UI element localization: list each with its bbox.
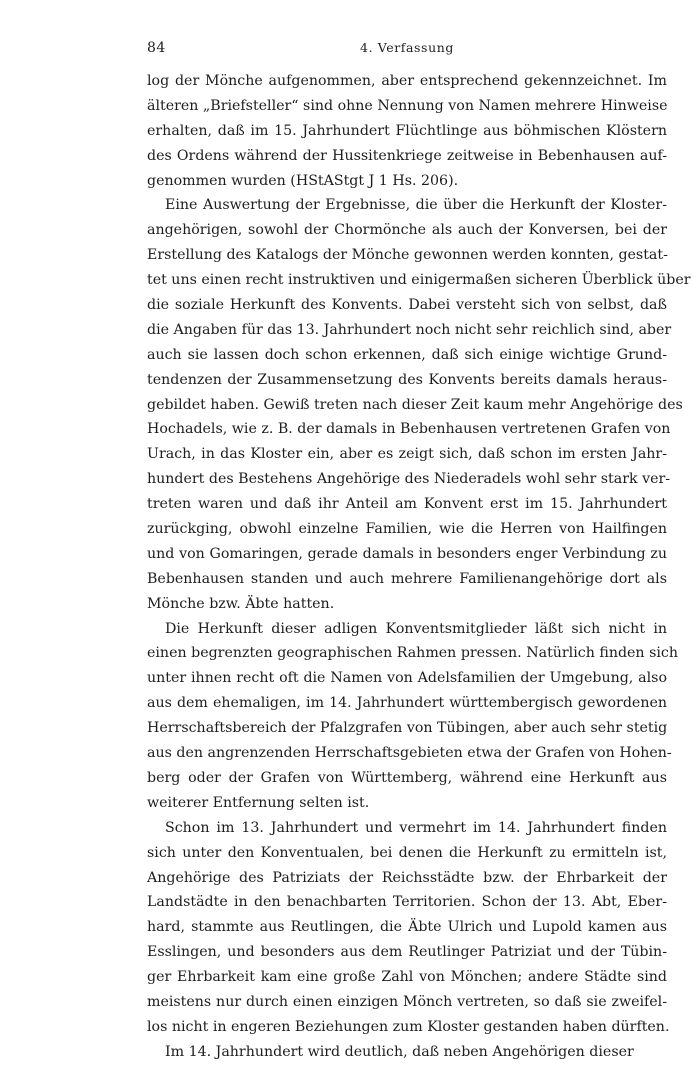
text-line: hard, stammte aus Reutlingen, die Äbte Ulrich und Lupold kamen aus xyxy=(147,919,667,936)
text-line: Im 14. Jahrhundert wird deutlich, daß neben Angehörigen dieser xyxy=(165,1043,634,1060)
text-line: Die Herkunft dieser adligen Konventsmitglieder läßt sich nicht in xyxy=(165,620,667,637)
text-line: Eine Auswertung der Ergebnisse, die über die Herkunft der Kloster- xyxy=(165,197,667,214)
paragraph xyxy=(147,193,691,616)
text-line: tendenzen der Zusammensetzung des Konvents bereits damals heraus- xyxy=(147,371,667,388)
text-line: ger Ehrbarkeit kam eine große Zahl von Mönchen; andere Städte sind xyxy=(147,969,667,986)
text-line: Bebenhausen standen und auch mehrere Familienangehörige dort als xyxy=(147,570,667,587)
text-line: Schon im 13. Jahrhundert und vermehrt im 14. Jahrhundert finden xyxy=(165,819,667,836)
text-line: angehörigen, sowohl der Chormönche als auch der Konversen, bei der xyxy=(147,222,667,239)
text-line: Mönche bzw. Äbte hatten. xyxy=(147,595,335,612)
paragraph xyxy=(147,69,667,193)
text-line: weiterer Entfernung selten ist. xyxy=(147,794,370,811)
text-line: des Ordens während der Hussitenkriege zeitweise in Bebenhausen auf- xyxy=(147,147,667,164)
text-line: treten waren und daß ihr Anteil am Konvent erst im 15. Jahrhundert xyxy=(147,496,667,513)
text-line: Urach, in das Kloster ein, aber es zeigt sich, daß schon im ersten Jahr- xyxy=(147,446,667,463)
text-line: Landstädte in den benachbarten Territorien. Schon der 13. Abt, Eber- xyxy=(147,894,667,911)
text-line: einen begrenzten geographischen Rahmen pressen. Natürlich finden sich xyxy=(147,645,678,662)
text-line: Esslingen, und besonders aus dem Reutlinger Patriziat und der Tübin- xyxy=(147,944,667,961)
text-line: meistens nur durch einen einzigen Mönch vertreten, so daß sie zweifel- xyxy=(147,993,667,1010)
text-line: log der Mönche aufgenommen, aber entsprechend gekennzeichnet. Im xyxy=(147,73,667,89)
text-line: berg oder der Grafen von Württemberg, während eine Herkunft aus xyxy=(147,769,667,786)
text-line: die soziale Herkunft des Konvents. Dabei versteht sich von selbst, daß xyxy=(147,297,667,314)
text-line: sich unter den Konventualen, bei denen die Herkunft zu ermitteln ist, xyxy=(147,844,667,861)
page-header xyxy=(147,40,667,58)
paragraph xyxy=(147,816,670,1040)
text-line: genommen wurden (HStAStgt J 1 Hs. 206). xyxy=(147,172,459,189)
text-line: erhalten, daß im 15. Jahrhundert Flüchtlinge aus böhmischen Klöstern xyxy=(147,122,667,139)
text-line: zurückging, obwohl einzelne Familien, wie die Herren von Hailfingen xyxy=(147,521,667,538)
paragraph xyxy=(147,617,678,816)
text-line: die Angaben für das 13. Jahrhundert noch nicht sehr reichlich sind, aber xyxy=(147,321,672,338)
text-line: hundert des Bestehens Angehörige des Niederadels wohl sehr stark ver- xyxy=(147,471,671,488)
text-line: unter ihnen recht oft die Namen von Adelsfamilien der Umgebung, also xyxy=(147,670,667,687)
text-line: Erstellung des Katalogs der Mönche gewonnen werden konnten, gestat- xyxy=(147,247,668,264)
running-head: 4. Verfassung xyxy=(360,40,454,55)
text-line: Angehörige des Patriziats der Reichsstädte bzw. der Ehrbarkeit der xyxy=(147,869,667,886)
text-line: tet uns einen recht instruktiven und einigermaßen sicheren Überblick über xyxy=(147,272,691,289)
text-line: aus dem ehemaligen, im 14. Jahrhundert württembergisch gewordenen xyxy=(147,695,667,712)
text-line: los nicht in engeren Beziehungen zum Kloster gestanden haben dürften. xyxy=(147,1018,670,1035)
page-number: 84 xyxy=(147,40,166,56)
text-line: älteren „Briefsteller“ sind ohne Nennung von Namen mehrere Hinweise xyxy=(147,97,668,114)
text-line: auch sie lassen doch schon erkennen, daß sich einige wichtige Grund- xyxy=(147,346,667,363)
text-line: aus den angrenzenden Herrschaftsgebieten etwa der Grafen von Hohen- xyxy=(147,745,672,762)
paragraph xyxy=(147,1040,667,1065)
text-line: gebildet haben. Gewiß treten nach dieser Zeit kaum mehr Angehörige des xyxy=(147,396,683,413)
text-line: und von Gomaringen, gerade damals in besonders enger Verbindung zu xyxy=(147,545,667,562)
text-line: Hochadels, wie z. B. der damals in Bebenhausen vertretenen Grafen von xyxy=(147,421,671,438)
body-text xyxy=(147,69,691,1065)
text-line: Herrschaftsbereich der Pfalzgrafen von Tübingen, aber auch sehr stetig xyxy=(147,720,668,737)
